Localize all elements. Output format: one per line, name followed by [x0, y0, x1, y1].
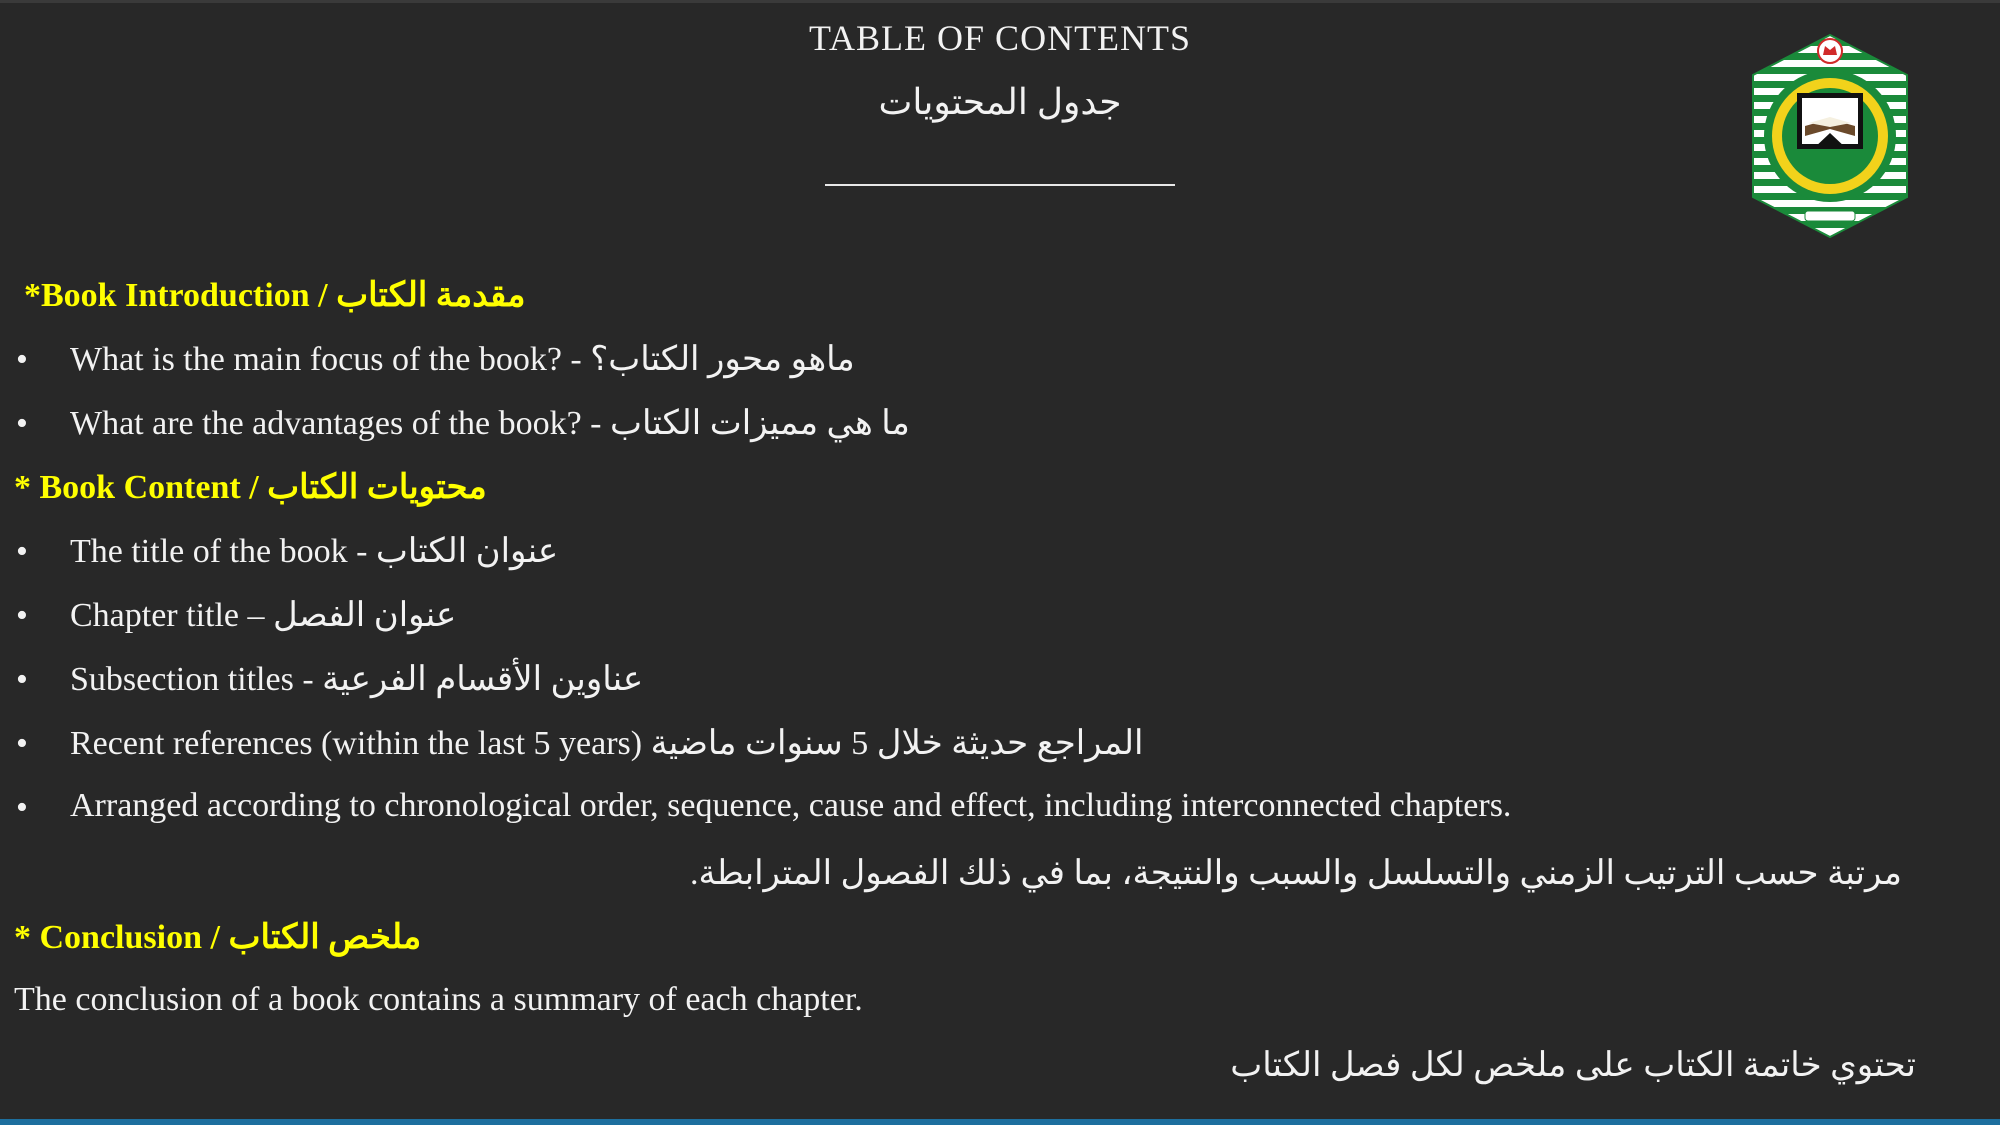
bullet-icon: • — [16, 789, 28, 826]
bullet-icon: • — [16, 533, 28, 570]
bullet-icon: • — [16, 661, 28, 698]
bullet-icon: • — [16, 405, 28, 442]
bullet-icon: • — [16, 341, 28, 378]
bullet-icon: • — [16, 597, 28, 634]
university-seal-logo — [1745, 31, 1915, 241]
conclusion-text: The conclusion of a book contains a summary of each chapter. — [14, 981, 863, 1018]
title-underline — [825, 184, 1175, 186]
slide: TABLE OF CONTENTS جدول المحتويات *Book Introduction / مقدمة الكتاب • What is the main focus of the book? - ماهو محور الكتاب؟ • What are the advantages of the book? - ما هي مميزات الكتاب * Book Content / محتويات الكتاب • The title of the book - عنوان الكتاب • Chapter title – عنوان الفصل • Subsection titles - عناوين الأقسام الفرعية • Recent references (within the last 5 years) المراجع حديثة خلال 5 سنوات ماضية • Arranged according to chronological order, sequence, cause and effect, including interconnected chapters. مرتبة حسب الترتيب الزمني والتسلسل والسبب والنتيجة، بما في ذلك الفصول المترابطة. * Conclusion / ملخص الكتاب The conclusion of a book contains a summary of each chapter. تحتوي خاتمة الكتاب على ملخص لكل فصل الكتاب — [0, 0, 2000, 1125]
arabic-note: مرتبة حسب الترتيب الزمني والتسلسل والسبب والنتيجة، بما في ذلك الفصول المترابطة. — [690, 855, 1902, 892]
conclusion-text-arabic: تحتوي خاتمة الكتاب على ملخص لكل فصل الكتاب — [1230, 1047, 1916, 1084]
page-title: TABLE OF CONTENTS — [808, 18, 1192, 58]
section-heading-introduction: *Book Introduction / مقدمة الكتاب — [24, 277, 526, 314]
section-heading-conclusion: * Conclusion / ملخص الكتاب — [14, 919, 422, 956]
section-heading-content: * Book Content / محتويات الكتاب — [14, 469, 487, 506]
page-title-arabic: جدول المحتويات — [878, 82, 1122, 122]
bottom-accent-bar — [0, 1119, 2000, 1125]
bullet-icon: • — [16, 725, 28, 762]
